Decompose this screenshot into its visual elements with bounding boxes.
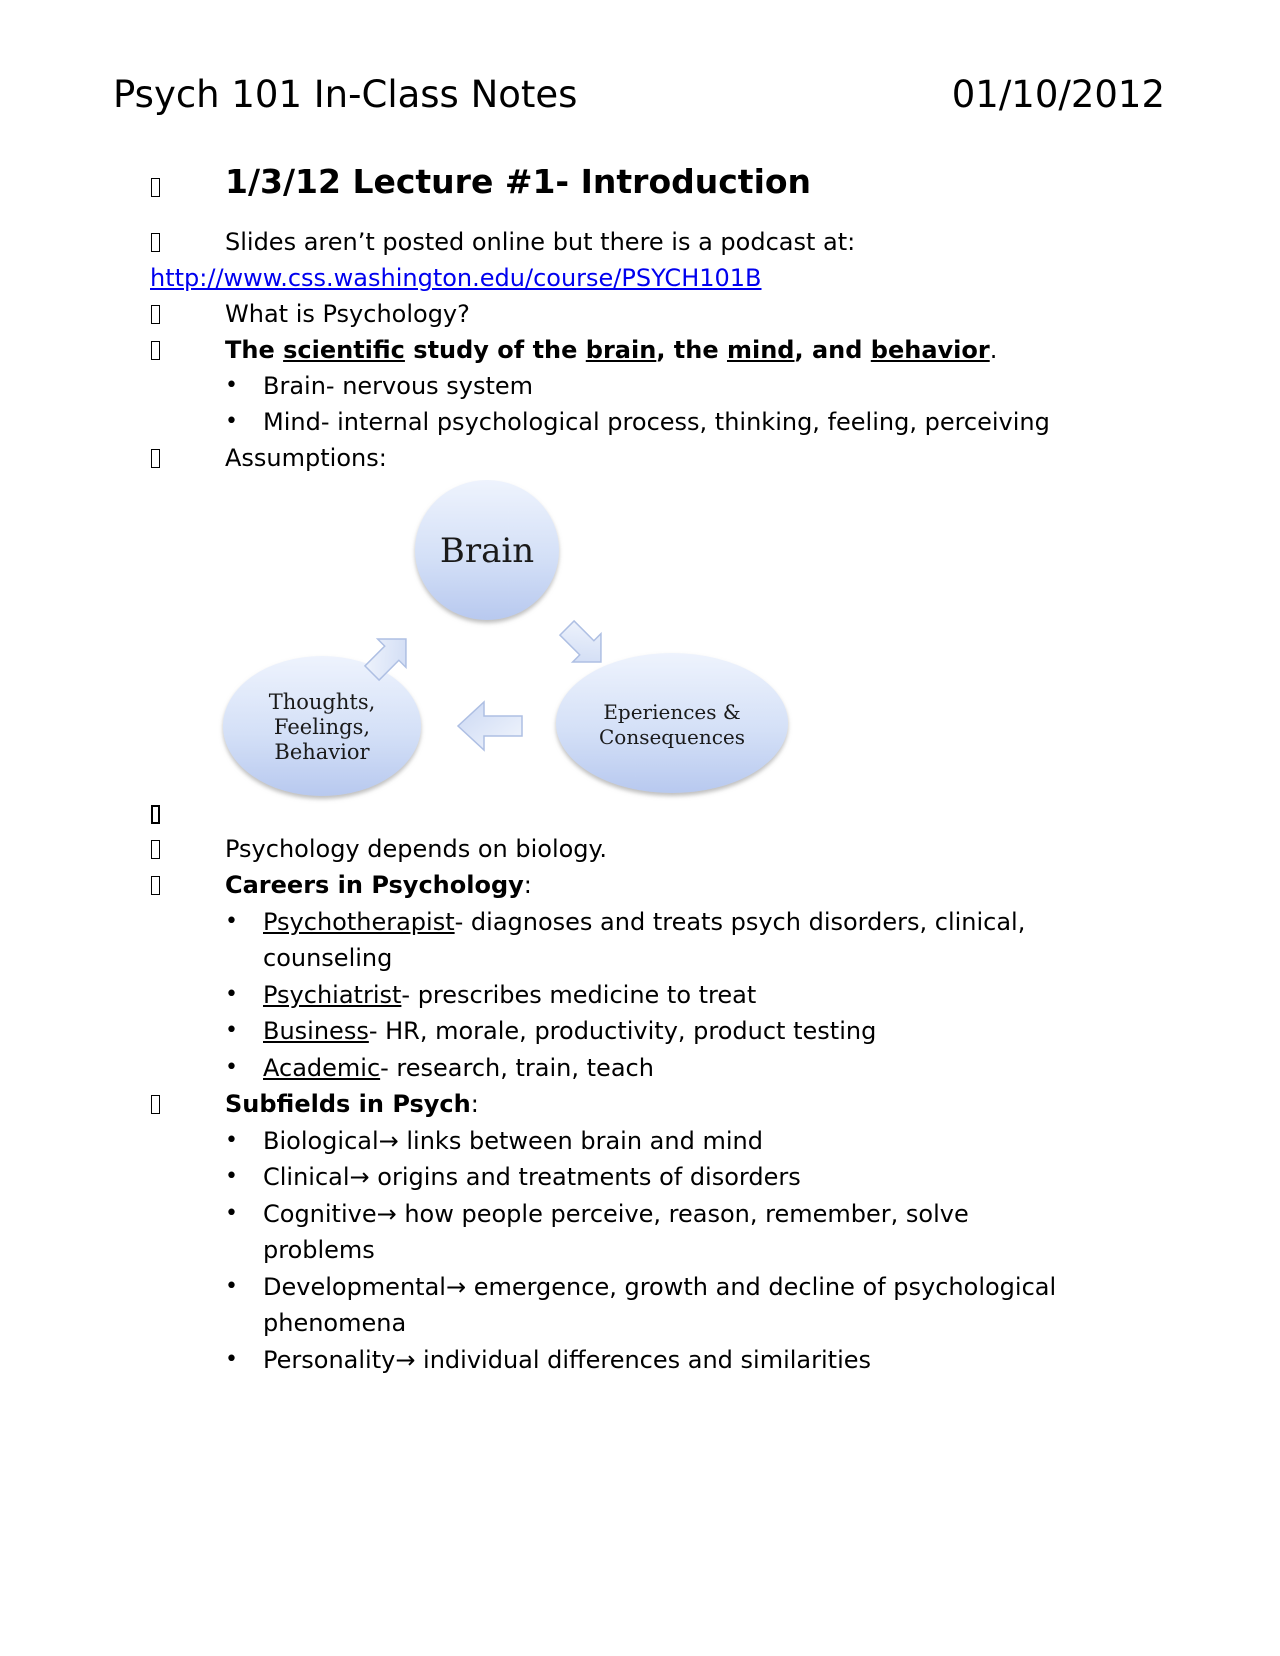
assumptions-cycle-diagram bbox=[210, 480, 810, 820]
thoughts-node bbox=[223, 656, 421, 796]
document-title: Psych 101 In-Class Notes bbox=[113, 73, 578, 116]
bullet-icon: • bbox=[225, 1201, 238, 1226]
bullet-icon: • bbox=[225, 1018, 238, 1043]
list-marker-icon bbox=[151, 876, 160, 895]
arrow-right-icon: → bbox=[376, 1200, 397, 1228]
arrow-right-icon: → bbox=[395, 1346, 416, 1374]
list-marker-icon bbox=[151, 341, 160, 360]
arrow-left-icon bbox=[458, 702, 522, 750]
question-text: What is Psychology? bbox=[225, 300, 470, 328]
bullet-icon: • bbox=[225, 1128, 238, 1153]
term-mind: mind bbox=[726, 336, 795, 364]
brain-label: Brain bbox=[439, 531, 535, 571]
thoughts-label-line3: Behavior bbox=[274, 740, 370, 764]
term-scientific: scientific bbox=[283, 336, 405, 364]
bullet-icon: • bbox=[225, 1055, 238, 1080]
list-marker-icon bbox=[151, 805, 160, 824]
list-marker-icon bbox=[151, 305, 160, 324]
bullet-icon: • bbox=[225, 1164, 238, 1189]
bullet-icon: • bbox=[225, 409, 238, 434]
experiences-node bbox=[556, 653, 788, 793]
list-marker-icon bbox=[151, 840, 160, 859]
careers-heading: Careers in Psychology bbox=[225, 871, 524, 899]
arrow-experiences-to-thoughts bbox=[458, 702, 522, 750]
definition-text: The scientific study of the brain, the mind, and behavior. bbox=[225, 336, 998, 364]
document-date: 01/10/2012 bbox=[951, 73, 1165, 116]
list-marker-icon bbox=[151, 449, 160, 468]
arrow-right-icon: → bbox=[349, 1163, 370, 1191]
podcast-link[interactable]: http://www.css.washington.edu/course/PSYCH101B bbox=[150, 264, 762, 292]
term-brain: brain bbox=[585, 336, 657, 364]
list-marker-icon bbox=[151, 178, 160, 197]
thoughts-label-line2: Feelings, bbox=[273, 715, 371, 739]
bullet-icon: • bbox=[225, 373, 238, 398]
term-behavior: behavior bbox=[870, 336, 990, 364]
lecture-heading: 1/3/12 Lecture #1- Introduction bbox=[225, 162, 812, 201]
experiences-label-line2: Consequences bbox=[598, 725, 746, 749]
bullet-icon: • bbox=[225, 909, 238, 934]
podcast-text: Slides aren’t posted online but there is a podcast at: bbox=[225, 228, 856, 256]
brain-node bbox=[415, 480, 559, 620]
assumptions-label: Assumptions: bbox=[225, 444, 387, 472]
list-marker-icon bbox=[151, 1095, 160, 1114]
experiences-label-line1: Eperiences & bbox=[603, 700, 741, 724]
subfields-heading: Subfields in Psych bbox=[225, 1090, 471, 1118]
arrow-right-icon: → bbox=[378, 1127, 399, 1155]
bullet-icon: • bbox=[225, 1347, 238, 1372]
page-header bbox=[113, 70, 1165, 120]
arrow-right-icon: → bbox=[445, 1273, 467, 1301]
bullet-icon: • bbox=[225, 1274, 238, 1299]
thoughts-label-line1: Thoughts, bbox=[268, 690, 376, 714]
biology-text: Psychology depends on biology. bbox=[225, 835, 607, 863]
list-marker-icon bbox=[151, 233, 160, 252]
bullet-icon: • bbox=[225, 982, 238, 1007]
